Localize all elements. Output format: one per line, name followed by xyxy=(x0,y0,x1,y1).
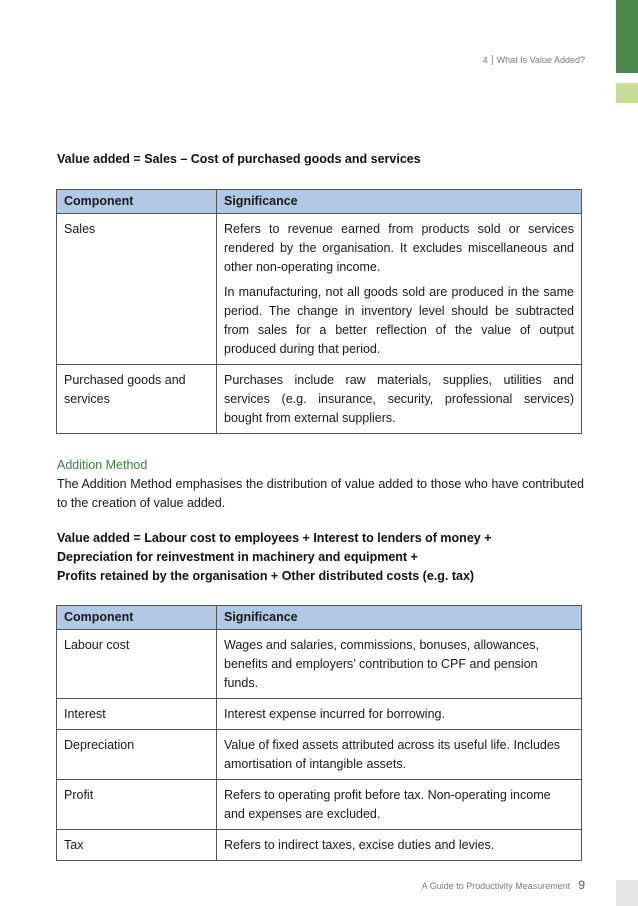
page-corner-tab xyxy=(616,880,638,906)
component-cell: Tax xyxy=(57,830,217,861)
component-cell: Profit xyxy=(57,780,217,830)
table-row xyxy=(57,730,582,780)
addition-formula-line: Depreciation for reinvestment in machinery and equipment + xyxy=(57,550,418,564)
significance-cell xyxy=(217,214,582,365)
component-cell: Purchased goods and services xyxy=(57,365,217,434)
chapter-tab-accent xyxy=(616,83,638,103)
chapter-tab xyxy=(616,0,638,73)
component-cell: Sales xyxy=(57,214,217,365)
page-number: 9 xyxy=(578,878,585,892)
significance-cell: Refers to indirect taxes, excise duties and levies. xyxy=(217,830,582,861)
table-row xyxy=(57,830,582,861)
significance-paragraph: In manufacturing, not all goods sold are produced in the same period. The change in inventory level should be subtracted from sales for a better reflection of the value of output produced during that period. xyxy=(224,285,574,356)
significance-cell: Refers to operating profit before tax. Non-operating income and expenses are excluded. xyxy=(217,780,582,830)
significance-cell xyxy=(217,365,582,434)
addition-formula-line: Profits retained by the organisation + Other distributed costs (e.g. tax) xyxy=(57,569,475,583)
section-body: The Addition Method emphasises the distribution of value added to those who have contributed to the creation of value added. xyxy=(57,477,584,510)
significance-cell: Wages and salaries, commissions, bonuses, allowances, benefits and employers’ contribution to CPF and pension funds. xyxy=(217,630,582,699)
chapter-title: What Is Value Added? xyxy=(496,55,585,65)
component-cell: Interest xyxy=(57,699,217,730)
running-header xyxy=(483,55,585,65)
column-header-component: Component xyxy=(57,190,217,214)
significance-paragraph: Purchases include raw materials, supplies, utilities and services (e.g. insurance, security, professional services) bought from external suppliers. xyxy=(224,373,574,425)
table-row xyxy=(57,214,582,365)
section-heading: Addition Method xyxy=(57,458,148,472)
significance-cell: Value of fixed assets attributed across its useful life. Includes amortisation of intangible assets. xyxy=(217,730,582,780)
table-row xyxy=(57,780,582,830)
component-cell: Labour cost xyxy=(57,630,217,699)
addition-components-table xyxy=(56,605,582,861)
table-header-row xyxy=(57,606,582,630)
book-title: A Guide to Productivity Measurement xyxy=(421,881,571,891)
significance-cell: Interest expense incurred for borrowing. xyxy=(217,699,582,730)
running-footer xyxy=(422,878,585,892)
table-row xyxy=(57,699,582,730)
table-header-row xyxy=(57,190,582,214)
column-header-significance: Significance xyxy=(217,190,582,214)
significance-paragraph: Refers to revenue earned from products sold or services rendered by the organisation. It excludes miscellaneous and other non-operating income. xyxy=(224,222,574,274)
component-cell: Depreciation xyxy=(57,730,217,780)
table-row xyxy=(57,365,582,434)
column-header-significance: Significance xyxy=(217,606,582,630)
column-header-component: Component xyxy=(57,606,217,630)
subtraction-formula: Value added = Sales – Cost of purchased goods and services xyxy=(57,152,421,166)
subtraction-components-table xyxy=(56,189,582,434)
table-row xyxy=(57,630,582,699)
chapter-number: 4 xyxy=(483,55,493,65)
addition-formula-line: Value added = Labour cost to employees + Interest to lenders of money + xyxy=(57,531,492,545)
